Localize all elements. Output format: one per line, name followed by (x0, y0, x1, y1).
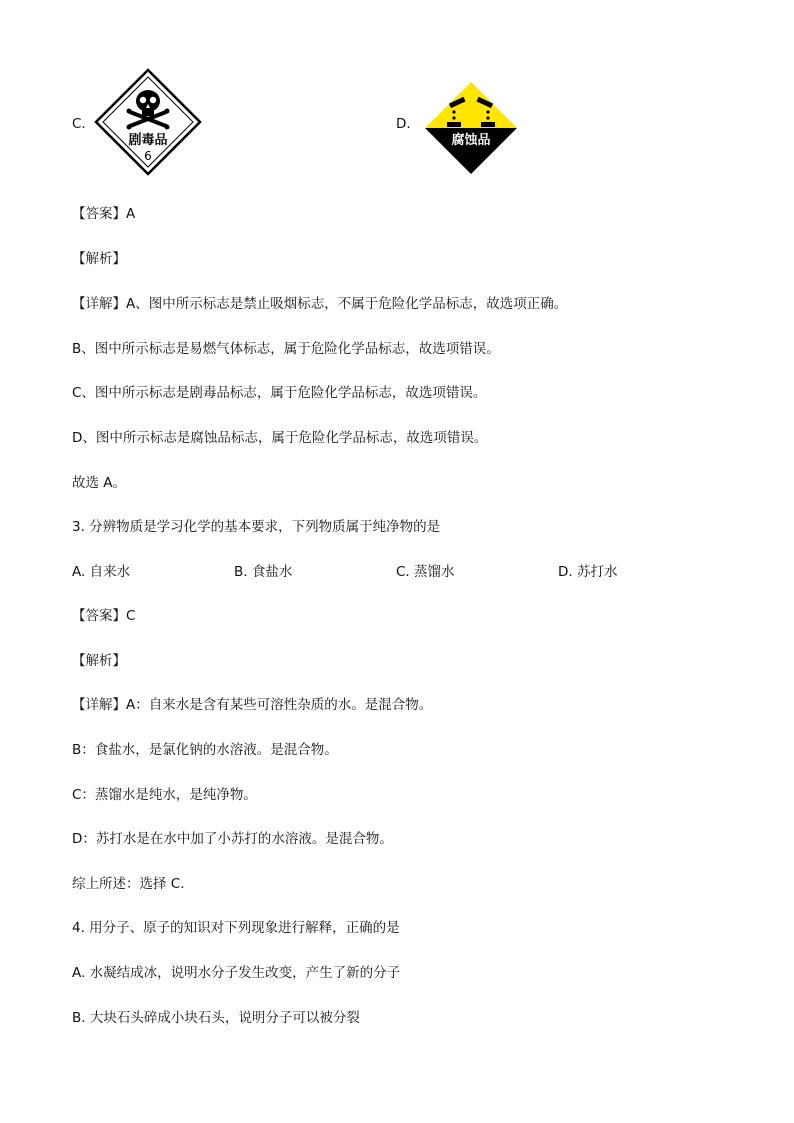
corrosive-sign-text: 腐蚀品 (451, 133, 491, 148)
toxic-hazard-sign-icon (94, 68, 202, 176)
q3-answer: 【答案】C (72, 608, 136, 624)
q3-choice-d: D. 苏打水 (558, 564, 618, 580)
q3-choice-b: B. 食盐水 (234, 564, 293, 580)
q2-analysis-heading: 【解析】 (72, 251, 126, 267)
toxic-sign-text: 剧毒品 (128, 133, 168, 148)
q4-choice-a: A. 水凝结成冰，说明水分子发生改变，产生了新的分子 (72, 965, 401, 981)
q2-detail-d: D、图中所示标志是腐蚀品标志，属于危险化学品标志，故选项错误。 (72, 430, 488, 446)
q3-detail-d: D：苏打水是在水中加了小苏打的水溶液。是混合物。 (72, 831, 393, 847)
q2-detail-a: 【详解】A、图中所示标志是禁止吸烟标志，不属于危险化学品标志，故选项正确。 (72, 296, 568, 312)
q4-choice-b: B. 大块石头碎成小块石头，说明分子可以被分裂 (72, 1010, 360, 1026)
q3-stem: 3. 分辨物质是学习化学的基本要求，下列物质属于纯净物的是 (72, 519, 441, 535)
q3-choice-a: A. 自来水 (72, 564, 131, 580)
q3-detail-b: B：食盐水，是氯化钠的水溶液。是混合物。 (72, 742, 338, 758)
corrosive-hazard-sign-icon (423, 80, 519, 176)
q2-detail-b: B、图中所示标志是易燃气体标志，属于危险化学品标志，故选项错误。 (72, 341, 500, 357)
toxic-sign-number: 6 (144, 149, 152, 163)
q3-analysis-heading: 【解析】 (72, 653, 126, 669)
option-d-label: D. (396, 116, 411, 132)
q3-conclusion: 综上所述：选择 C. (72, 876, 185, 892)
q2-conclusion: 故选 A。 (72, 475, 127, 491)
q3-detail-c: C：蒸馏水是纯水，是纯净物。 (72, 787, 257, 803)
q2-detail-c: C、图中所示标志是剧毒品标志，属于危险化学品标志，故选项错误。 (72, 385, 487, 401)
option-c-label: C. (72, 116, 86, 132)
q2-answer: 【答案】A (72, 206, 136, 222)
q4-stem: 4. 用分子、原子的知识对下列现象进行解释，正确的是 (72, 920, 400, 936)
q3-choice-c: C. 蒸馏水 (396, 564, 455, 580)
q3-detail-a: 【详解】A：自来水是含有某些可溶性杂质的水。是混合物。 (72, 697, 433, 713)
